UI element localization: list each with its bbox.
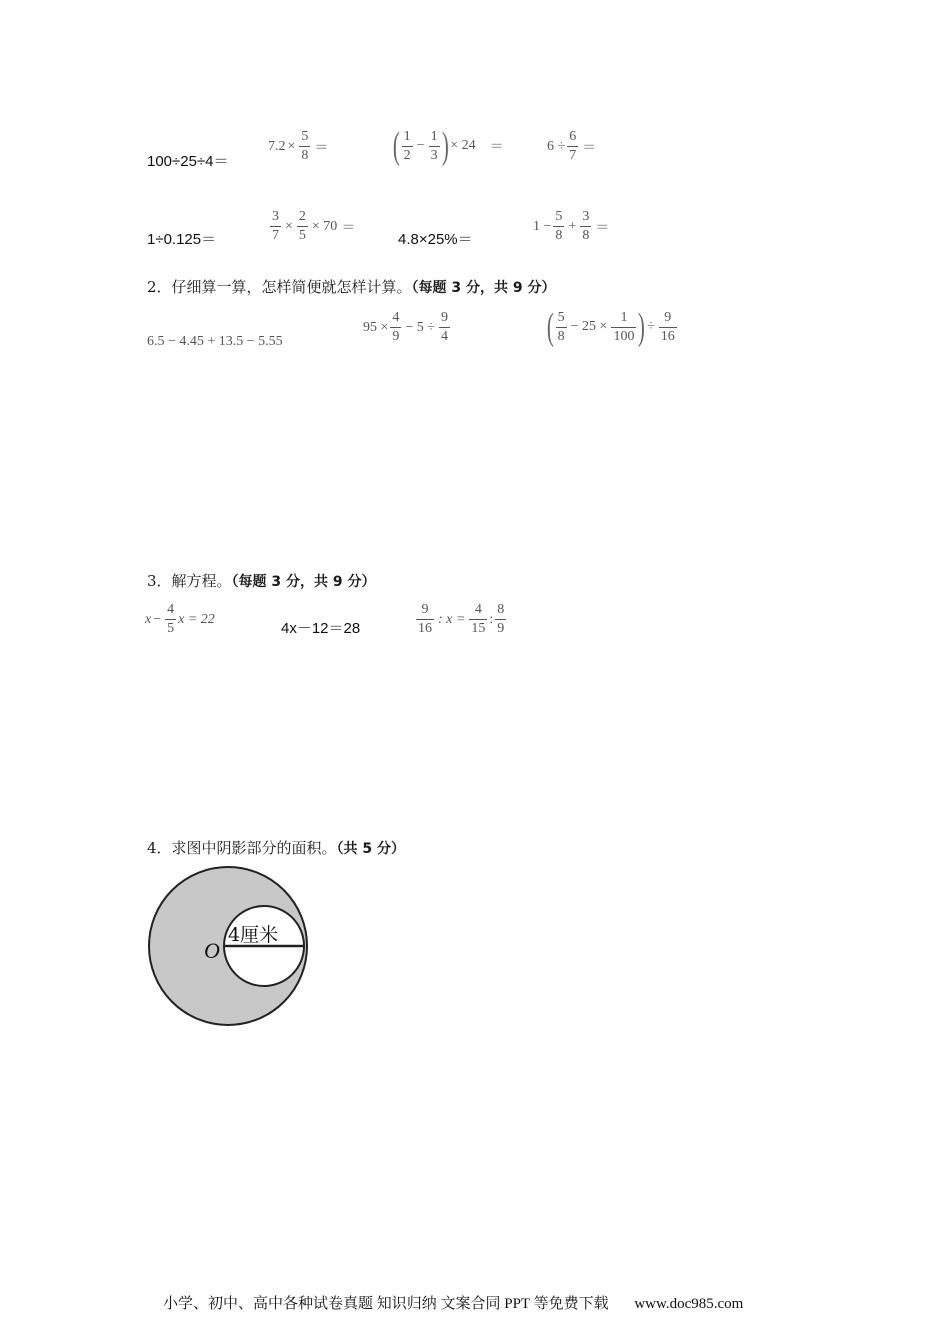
expr-paren-diff-times-24 xyxy=(393,127,506,165)
denominator: 8 xyxy=(301,148,309,163)
numerator: 1 xyxy=(430,128,438,144)
numerator: 4 xyxy=(167,602,175,617)
section-3-heading xyxy=(147,570,376,591)
section-3-title: 3．解方程。 xyxy=(147,572,232,590)
fraction xyxy=(416,603,434,636)
footer-promo xyxy=(163,1292,743,1313)
fraction xyxy=(567,130,578,163)
fraction xyxy=(553,210,564,243)
fraction xyxy=(299,130,310,163)
left-paren: ( xyxy=(546,306,554,348)
minus-sign: − xyxy=(153,611,162,627)
variable-x: x xyxy=(145,611,152,627)
section-2-title: 2．仔细算一算，怎样简便就怎样计算。 xyxy=(147,278,412,296)
section-2-score: （每题 3 分，共 9 分） xyxy=(411,280,556,296)
denominator: 2 xyxy=(403,147,411,163)
numerator: 2 xyxy=(298,209,306,224)
expr-1-div-0-125: 1÷0.125＝ xyxy=(147,231,217,248)
shaded-circle-figure xyxy=(140,865,320,1035)
numerator: 5 xyxy=(301,129,309,144)
operand: − 5 ÷ xyxy=(405,319,435,335)
ratio-colon: : xyxy=(489,611,494,627)
numerator: 8 xyxy=(497,602,505,617)
fraction xyxy=(297,210,308,243)
operand: × 70 xyxy=(311,218,338,234)
fraction xyxy=(580,210,591,243)
denominator: 3 xyxy=(430,147,438,163)
numerator: 3 xyxy=(582,209,590,224)
section-4-title: 4．求图中阴影部分的面积。 xyxy=(147,839,337,857)
equation-3-3 xyxy=(414,603,508,636)
fraction xyxy=(402,130,413,163)
equals-sign: ＝ xyxy=(341,220,356,236)
divide-sign: ÷ xyxy=(647,319,655,334)
numerator: 4 xyxy=(474,602,482,617)
expr-6-div-frac xyxy=(547,130,598,163)
numerator: 4 xyxy=(392,310,400,325)
expr-1-minus-frac-plus-frac xyxy=(533,210,611,243)
expr-4-8-times-25-percent: 4.8×25%＝ xyxy=(398,231,473,248)
denominator: 16 xyxy=(418,621,432,636)
fraction xyxy=(390,311,401,344)
operand: 6 ÷ xyxy=(547,138,566,154)
problem-2-1: 6.5 − 4.45 + 13.5 − 5.55 xyxy=(147,334,283,349)
right-paren: ) xyxy=(638,306,646,348)
denominator: 100 xyxy=(613,328,635,344)
numerator: 3 xyxy=(272,209,279,224)
operand: × 24 xyxy=(450,138,476,153)
fraction xyxy=(469,603,487,636)
right-paren: ) xyxy=(441,125,449,167)
operand: 7.2 xyxy=(268,138,286,154)
denominator: 5 xyxy=(167,621,175,636)
fraction xyxy=(611,311,636,344)
denominator: 9 xyxy=(392,329,400,344)
denominator: 8 xyxy=(555,228,563,243)
equals-sign: ＝ xyxy=(582,140,597,156)
equation-rhs: x = 22 xyxy=(178,611,215,627)
denominator: 9 xyxy=(497,621,505,636)
equation-3-1 xyxy=(145,603,215,636)
center-label: O xyxy=(204,938,220,963)
section-2-heading xyxy=(147,276,556,297)
times-sign: × xyxy=(285,218,293,234)
equals-sign: ＝ xyxy=(314,140,329,156)
fraction xyxy=(439,311,450,344)
ratio-expression: : x = xyxy=(438,611,466,627)
fraction xyxy=(429,130,440,163)
operand: 1 − xyxy=(533,218,552,234)
numerator: 5 xyxy=(555,209,563,224)
numerator: 5 xyxy=(557,309,565,325)
section-3-score: （每题 3 分，共 9 分） xyxy=(231,574,376,590)
left-paren: ( xyxy=(392,125,400,167)
numerator: 9 xyxy=(441,310,448,325)
denominator: 4 xyxy=(441,329,448,344)
numerator: 1 xyxy=(620,309,628,325)
plus-sign: + xyxy=(568,218,577,234)
footer-text: 小学、初中、高中各种试卷真题 知识归纳 文案合同 PPT 等免费下载 xyxy=(163,1296,609,1312)
denominator: 7 xyxy=(569,148,577,163)
numerator: 1 xyxy=(403,128,411,144)
fraction xyxy=(659,311,677,344)
dimension-label: 4厘米 xyxy=(228,924,279,946)
denominator: 8 xyxy=(582,228,590,243)
operand: 95 × xyxy=(363,319,389,335)
fraction xyxy=(556,311,567,344)
section-4-heading xyxy=(147,837,405,858)
denominator: 7 xyxy=(272,228,279,243)
denominator: 8 xyxy=(557,328,565,344)
times-sign: × xyxy=(287,138,296,154)
equation-3-2: 4x－12＝28 xyxy=(281,620,361,637)
operand: − 25 × xyxy=(570,319,608,334)
footer-url[interactable]: www.doc985.com xyxy=(634,1296,744,1312)
denominator: 15 xyxy=(471,621,486,636)
equals-sign: ＝ xyxy=(489,140,504,155)
fraction xyxy=(165,603,176,636)
fraction xyxy=(495,603,506,636)
section-4-score: （共 5 分） xyxy=(336,841,406,857)
expr-100-div-25-div-4: 100÷25÷4＝ xyxy=(147,153,229,170)
numerator: 9 xyxy=(421,602,429,617)
problem-2-3 xyxy=(547,308,679,346)
equals-sign: ＝ xyxy=(595,220,610,236)
denominator: 16 xyxy=(660,328,675,344)
numerator: 9 xyxy=(664,309,672,325)
expr-7-2-times-frac xyxy=(268,130,330,163)
minus-sign: − xyxy=(416,138,425,153)
expr-frac-times-frac-times-70 xyxy=(268,210,357,243)
fraction xyxy=(270,210,281,243)
denominator: 5 xyxy=(298,228,306,243)
problem-2-2 xyxy=(363,311,452,344)
numerator: 6 xyxy=(569,129,577,144)
